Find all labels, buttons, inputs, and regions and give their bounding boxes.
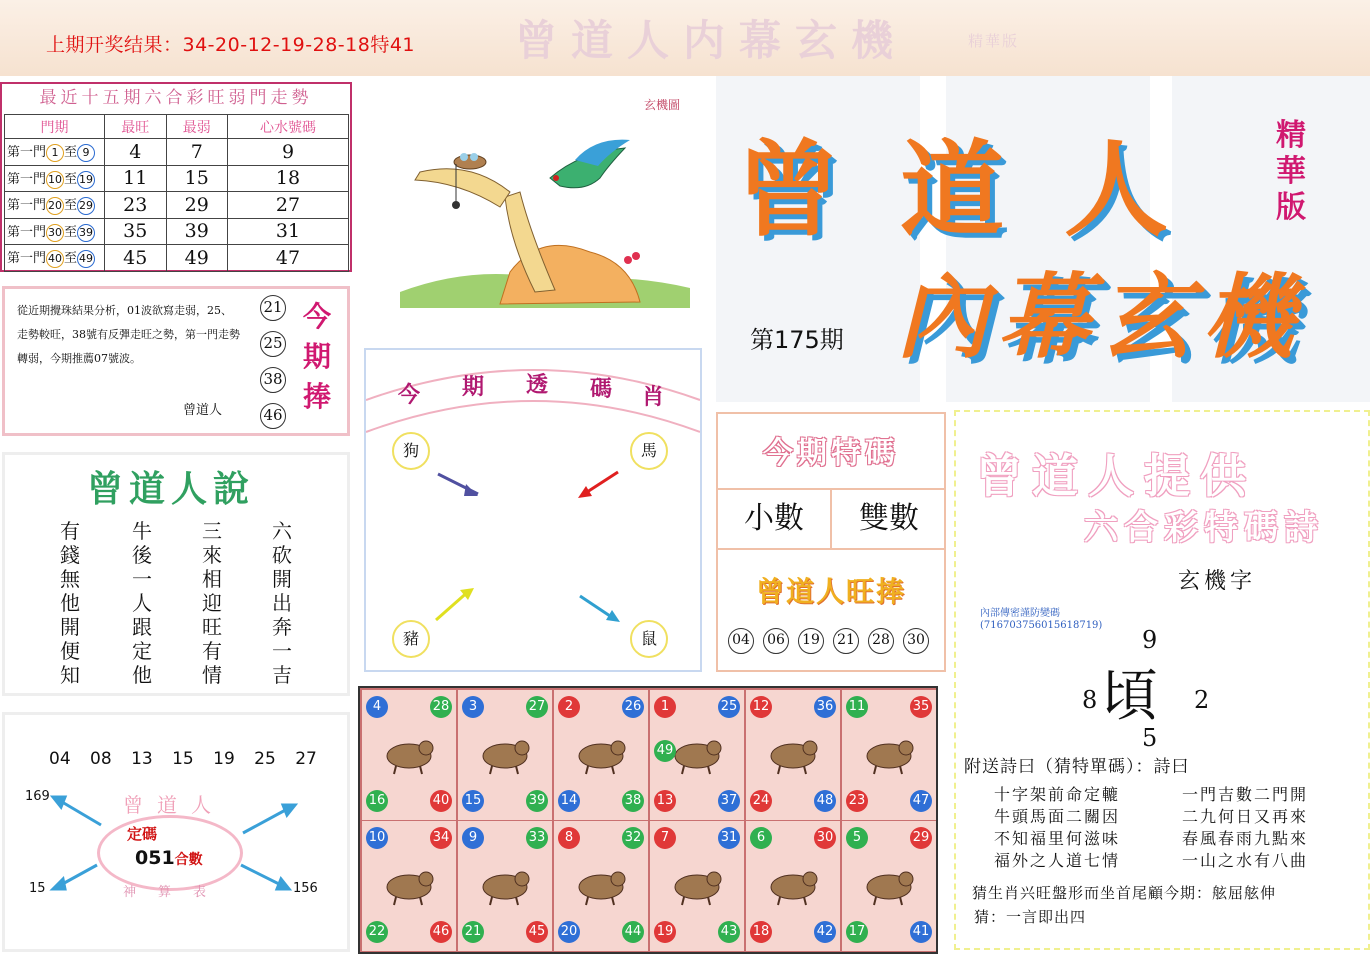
- formula-number: 051: [135, 847, 175, 869]
- pick-title: 今期捧: [302, 300, 331, 413]
- min-cell: 29: [166, 192, 228, 219]
- pick-number: 21: [260, 295, 286, 321]
- max-cell: 45: [105, 245, 167, 272]
- bird-illustration-icon: [360, 82, 700, 340]
- table-row: [5, 139, 349, 166]
- row-label: 第一門: [7, 198, 47, 214]
- poem-digit-right: 2: [1194, 686, 1210, 714]
- row-range: [5, 139, 105, 166]
- zodiac-number-ball: 12: [750, 696, 772, 718]
- zodiac-number-ball: 10: [366, 827, 388, 849]
- poem-digit-left: 8: [1082, 686, 1098, 714]
- row-range: [5, 245, 105, 272]
- poem-line: 福外之人道七情: [994, 851, 1121, 870]
- rat-icon: [382, 730, 436, 776]
- pick-number: 25: [260, 331, 286, 357]
- table-row: [5, 245, 349, 272]
- formula-arrows: [5, 715, 347, 949]
- max-cell: 4: [105, 139, 167, 166]
- formula-footer: 神算表: [123, 885, 229, 900]
- range-end: 49: [77, 250, 95, 268]
- zodiac-number-ball: 35: [910, 696, 932, 718]
- says-column: 有錢無他開便知: [60, 519, 80, 687]
- min-cell: 49: [166, 245, 228, 272]
- range-start: 1: [46, 144, 64, 162]
- min-cell: 39: [166, 218, 228, 245]
- zodiac-number-ball: 36: [814, 696, 836, 718]
- zodiac-number-ball: 21: [462, 921, 484, 943]
- zodiac-number-ball: 16: [366, 790, 388, 812]
- tiger-icon: [574, 730, 628, 776]
- special-number: 21: [833, 628, 859, 654]
- zodiac-number-ball: 45: [526, 921, 548, 943]
- zodiac-number-ball: 2: [558, 696, 580, 718]
- poem-lines-left: [994, 784, 1120, 872]
- zodiac-number-ball: 28: [430, 696, 452, 718]
- special-cell: 小數: [718, 490, 832, 548]
- zodiac-number-ball: 17: [846, 921, 868, 943]
- zodiac-animal: 馬: [630, 432, 668, 470]
- poem-line: 二九何日又再來: [1182, 807, 1309, 826]
- dragon-icon: [766, 730, 820, 776]
- poem-panel: [954, 410, 1370, 950]
- row-range: [5, 192, 105, 219]
- trend-header: 最旺: [105, 115, 167, 139]
- analysis-text: 從近期攪珠結果分析，01波欲寫走弱，25、走勢較旺，38號有反彈走旺之勢，第一門走勢轉弱，今期推薦07號波。: [17, 304, 240, 365]
- says-panel: [2, 452, 350, 696]
- zodiac-number-ball: 15: [462, 790, 484, 812]
- analysis-signature: 曾道人: [183, 403, 223, 418]
- poem-note: 內部傳密謹防變碼: [980, 608, 1060, 619]
- zodiac-number-grid: [358, 686, 938, 954]
- zodiac-pick-panel: [364, 348, 702, 672]
- zodiac-cell: [554, 821, 648, 951]
- zodiac-cell: [842, 821, 936, 951]
- row-label: 第一門: [7, 251, 47, 267]
- banner-edition: 精華版: [1276, 118, 1306, 225]
- poem-footer: 猜生肖兴旺盤形而坐首尾顧今期：舷屈舷伸: [972, 884, 1277, 902]
- bird-puzzle-picture: [360, 82, 700, 340]
- zodiac-number-ball: 19: [654, 921, 676, 943]
- zodiac-number-ball: 3: [462, 696, 484, 718]
- zodiac-number-ball: 34: [430, 827, 452, 849]
- zodiac-title-char: 透: [526, 372, 549, 398]
- range-start: 10: [46, 171, 64, 189]
- min-cell: 15: [166, 165, 228, 192]
- zodiac-cell: [650, 821, 744, 951]
- horse-icon: [382, 861, 436, 907]
- zodiac-number-ball: 49: [654, 740, 676, 762]
- zodiac-number-ball: 25: [718, 696, 740, 718]
- zodiac-number-ball: 39: [526, 790, 548, 812]
- row-label: 第一門: [7, 145, 47, 161]
- table-row: [5, 192, 349, 219]
- range-end: 39: [77, 224, 95, 242]
- min-cell: 7: [166, 139, 228, 166]
- issue-number: 第175期: [750, 326, 844, 354]
- zodiac-number-ball: 29: [910, 827, 932, 849]
- zodiac-number-ball: 14: [558, 790, 580, 812]
- poem-line: 一山之水有八曲: [1182, 851, 1309, 870]
- poem-puzzle-char: 頃: [1102, 664, 1158, 729]
- special-title: 今期特碼: [763, 436, 899, 471]
- pick-cell: 47: [228, 245, 349, 272]
- poem-title: 曾道人提供: [976, 449, 1256, 503]
- trend-table-panel: [0, 82, 352, 272]
- zodiac-number-ball: 7: [654, 827, 676, 849]
- max-cell: 35: [105, 218, 167, 245]
- banner-top-title: 曾道人: [736, 128, 1229, 251]
- poem-footer-guess: 猜：一言即出四: [974, 908, 1087, 926]
- page-header: [0, 0, 1370, 76]
- range-end: 9: [77, 144, 95, 162]
- zodiac-number-ball: 9: [462, 827, 484, 849]
- header-subtitle: 精華版: [968, 32, 1020, 50]
- zodiac-cell: [362, 690, 456, 820]
- formula-label: 定碼: [127, 825, 158, 843]
- poem-line: 不知福里何滋味: [994, 829, 1121, 848]
- formula-suffix: 合數: [174, 852, 203, 868]
- zodiac-number-ball: 23: [846, 790, 868, 812]
- monkey-icon: [574, 861, 628, 907]
- row-label: 第一門: [7, 171, 47, 187]
- zodiac-cell: [554, 690, 648, 820]
- zodiac-number-ball: 37: [718, 790, 740, 812]
- pick-cell: 9: [228, 139, 349, 166]
- special-number: 04: [728, 628, 754, 654]
- zodiac-animal: 鼠: [630, 620, 668, 658]
- zodiac-number-ball: 30: [814, 827, 836, 849]
- zodiac-number-ball: 38: [622, 790, 644, 812]
- zodiac-cell: [746, 690, 840, 820]
- special-cells: [718, 488, 944, 550]
- trend-header-row: [5, 115, 349, 139]
- poem-digit-bottom: 5: [1142, 724, 1158, 752]
- zodiac-number-ball: 47: [910, 790, 932, 812]
- zodiac-cell: [362, 821, 456, 951]
- zodiac-number-ball: 32: [622, 827, 644, 849]
- poem-line: 一門吉數二門開: [1182, 785, 1309, 804]
- zodiac-number-ball: 8: [558, 827, 580, 849]
- poem-intro: 附送詩曰（猜特單碼）：詩曰: [964, 757, 1190, 777]
- formula-left-bottom: 15: [29, 881, 46, 896]
- poem-note-code: (716703756015618719): [980, 620, 1103, 631]
- snake-icon: [862, 730, 916, 776]
- zodiac-number-ball: 44: [622, 921, 644, 943]
- trend-table: [4, 114, 349, 272]
- poem-digit-top: 9: [1142, 626, 1158, 654]
- formula-left-top: 169: [25, 789, 50, 804]
- range-start: 20: [46, 197, 64, 215]
- special-number: 06: [763, 628, 789, 654]
- poem-line: 牛頭馬面二關因: [994, 807, 1121, 826]
- pick-number: 38: [260, 367, 286, 393]
- range-to: 至: [64, 251, 78, 267]
- trend-header: 心水號碼: [228, 115, 349, 139]
- zodiac-number-ball: 6: [750, 827, 772, 849]
- special-subtitle: 曾道人旺捧: [755, 575, 906, 608]
- rooster-icon: [670, 861, 724, 907]
- range-to: 至: [64, 224, 78, 240]
- zodiac-animal: 豬: [392, 620, 430, 658]
- zodiac-number-ball: 18: [750, 921, 772, 943]
- range-to: 至: [64, 171, 78, 187]
- ox-icon: [478, 730, 532, 776]
- formula-panel: [2, 712, 350, 952]
- row-range: [5, 218, 105, 245]
- header-title: 曾道人内幕玄機: [515, 16, 908, 65]
- zodiac-cell: [458, 821, 552, 951]
- dog-icon: [766, 861, 820, 907]
- zodiac-title-char: 期: [462, 374, 485, 400]
- zodiac-cell: [650, 690, 744, 820]
- max-cell: 23: [105, 192, 167, 219]
- zodiac-number-ball: 11: [846, 696, 868, 718]
- special-number: 19: [798, 628, 824, 654]
- special-code-panel: [716, 412, 946, 672]
- zodiac-number-ball: 41: [910, 921, 932, 943]
- range-to: 至: [64, 198, 78, 214]
- poem-label: 玄機字: [1178, 569, 1257, 594]
- zodiac-number-ball: 27: [526, 696, 548, 718]
- last-result-text: 上期开奖结果：34-20-12-19-28-18特41: [46, 34, 416, 56]
- pick-cell: 18: [228, 165, 349, 192]
- bird-caption: 玄機圖: [644, 98, 681, 112]
- poem-line: 春風春雨九點來: [1182, 829, 1309, 848]
- table-row: [5, 165, 349, 192]
- zodiac-title-char: 碼: [590, 376, 613, 402]
- zodiac-number-ball: 13: [654, 790, 676, 812]
- trend-header: 最弱: [166, 115, 228, 139]
- row-label: 第一門: [7, 224, 47, 240]
- zodiac-animal: 狗: [392, 432, 430, 470]
- zodiac-cell: [842, 690, 936, 820]
- max-cell: 11: [105, 165, 167, 192]
- pick-cell: 27: [228, 192, 349, 219]
- zodiac-number-ball: 48: [814, 790, 836, 812]
- zodiac-number-ball: 33: [526, 827, 548, 849]
- trend-title: 最近十五期六合彩旺弱門走勢: [39, 88, 313, 108]
- zodiac-number-ball: 31: [718, 827, 740, 849]
- analysis-panel: [2, 286, 350, 436]
- zodiac-number-ball: 24: [750, 790, 772, 812]
- formula-right-bottom: 156: [293, 881, 318, 896]
- zodiac-number-ball: 1: [654, 696, 676, 718]
- zodiac-cell: [746, 821, 840, 951]
- says-column: 牛後一人跟定他: [132, 519, 152, 687]
- says-title: 曾道人說: [87, 468, 256, 510]
- special-number: 30: [903, 628, 929, 654]
- table-row: [5, 218, 349, 245]
- says-column: 三來相迎旺有情: [202, 519, 222, 687]
- range-to: 至: [64, 145, 78, 161]
- range-end: 19: [77, 171, 95, 189]
- pig-icon: [862, 861, 916, 907]
- special-cell: 雙數: [859, 501, 919, 536]
- range-end: 29: [77, 197, 95, 215]
- zodiac-number-ball: 26: [622, 696, 644, 718]
- poem-subtitle: 六合彩特碼詩: [1084, 508, 1324, 548]
- title-banner: [716, 76, 1370, 402]
- rabbit-icon: [670, 730, 724, 776]
- zodiac-title-char: 今: [398, 382, 421, 408]
- zodiac-number-ball: 42: [814, 921, 836, 943]
- pick-number: 46: [260, 403, 286, 429]
- zodiac-number-ball: 5: [846, 827, 868, 849]
- range-start: 30: [46, 224, 64, 242]
- goat-icon: [478, 861, 532, 907]
- banner-main-title: 內幕玄機: [896, 263, 1305, 371]
- zodiac-number-ball: 43: [718, 921, 740, 943]
- zodiac-title-char: 肖: [642, 384, 665, 410]
- zodiac-number-ball: 4: [366, 696, 388, 718]
- zodiac-number-ball: 22: [366, 921, 388, 943]
- row-range: [5, 165, 105, 192]
- says-column: 六砍開出奔一吉: [272, 519, 292, 687]
- formula-title: 曾道人: [123, 793, 225, 817]
- zodiac-number-ball: 40: [430, 790, 452, 812]
- trend-header: 門期: [5, 115, 105, 139]
- poem-line: 十字架前命定轆: [994, 785, 1121, 804]
- zodiac-number-ball: 46: [430, 921, 452, 943]
- special-number: 28: [868, 628, 894, 654]
- poem-lines-right: [1182, 784, 1308, 872]
- zodiac-cell: [458, 690, 552, 820]
- range-start: 40: [46, 250, 64, 268]
- zodiac-number-ball: 20: [558, 921, 580, 943]
- formula-numbers: 04 08 13 15 19 25 27: [49, 749, 317, 769]
- pick-cell: 31: [228, 218, 349, 245]
